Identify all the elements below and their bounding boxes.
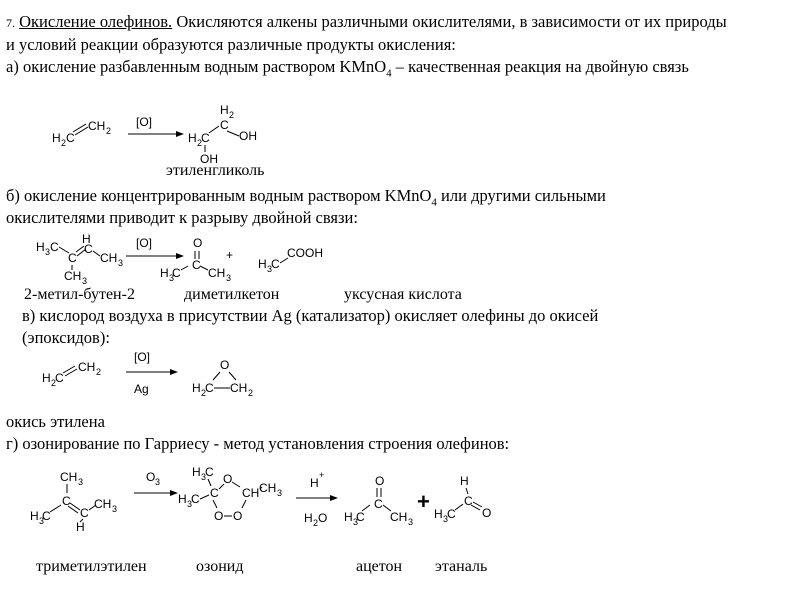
svg-text:C: C — [55, 371, 64, 385]
svg-text:2: 2 — [229, 110, 235, 120]
name-ozonide: озонид — [196, 558, 244, 575]
plus-b: + — [226, 248, 234, 262]
svg-text:2: 2 — [197, 138, 203, 148]
svg-text:OH: OH — [239, 129, 257, 143]
svg-text:H: H — [434, 507, 443, 521]
svg-text:CH: CH — [208, 266, 226, 280]
section-b-text-before: б) окисление концентрированным водным раствором KMnO — [6, 186, 432, 205]
svg-text:3: 3 — [155, 477, 161, 487]
reaction-c — [42, 350, 253, 398]
svg-text:O: O — [233, 509, 243, 523]
svg-text:3: 3 — [169, 273, 175, 283]
svg-text:C: C — [62, 494, 71, 508]
reagent-h2o: H — [304, 511, 313, 525]
svg-text:H: H — [220, 103, 229, 117]
svg-text:H: H — [160, 266, 169, 280]
heading-rest: Окисляются алкены различными окислителями, в зависимости от их природы — [172, 12, 727, 31]
reaction-b — [36, 232, 323, 286]
svg-text:CH: CH — [230, 381, 248, 395]
svg-text:2: 2 — [61, 138, 67, 148]
svg-text:CH: CH — [390, 510, 408, 524]
svg-text:O: O — [193, 236, 203, 250]
svg-text:CH: CH — [100, 251, 118, 265]
svg-text:C: C — [374, 497, 383, 511]
svg-text:3: 3 — [82, 276, 88, 286]
svg-text:H: H — [192, 381, 201, 395]
name-ethylene-glycol: этиленгликоль — [166, 162, 265, 179]
svg-text:CH: CH — [78, 360, 96, 374]
name-2-methylbutene-2: 2-метил-бутен-2 — [24, 286, 135, 303]
svg-text:3: 3 — [201, 472, 207, 482]
svg-text:2: 2 — [313, 518, 319, 528]
section-d-line-1: г) озонирование по Гарриесу - метод установления строения олефинов: — [6, 434, 510, 453]
svg-text:C: C — [84, 242, 93, 256]
reagent-o-c: [O] — [134, 350, 151, 364]
reagent-h-plus: H — [310, 476, 319, 490]
svg-text:CH: CH — [242, 486, 260, 500]
svg-text:3: 3 — [112, 504, 118, 514]
svg-text:H: H — [258, 257, 267, 271]
name-acetic-acid: уксусная кислота — [344, 286, 462, 303]
section-a-text-after: – качественная реакция на двойную связь — [391, 57, 689, 76]
reagent-ag: Ag — [134, 382, 149, 396]
reaction-a — [52, 103, 257, 166]
svg-text:C: C — [205, 381, 214, 395]
svg-text:C: C — [66, 131, 75, 145]
svg-text:C: C — [210, 486, 219, 500]
svg-text:CH: CH — [94, 497, 112, 511]
svg-text:H: H — [460, 474, 469, 488]
heading-number: 7. — [6, 16, 15, 30]
svg-text:CH: CH — [60, 470, 78, 484]
svg-text:3: 3 — [39, 516, 45, 526]
svg-text:C: C — [356, 510, 365, 524]
svg-text:C: C — [68, 251, 77, 265]
name-ethanal: этаналь — [435, 558, 488, 575]
svg-text:O: O — [318, 511, 328, 525]
svg-text:H: H — [42, 371, 51, 385]
name-trimethylethylene: триметилэтилен — [36, 558, 147, 575]
svg-text:C: C — [220, 118, 229, 132]
svg-text:3: 3 — [78, 477, 84, 487]
svg-text:H: H — [344, 510, 353, 524]
section-c-line-1: в) кислород воздуха в присутствии Ag (катализатор) окисляет олефины до окисей — [22, 306, 599, 325]
section-c-line-2: (эпоксидов): — [22, 328, 110, 347]
svg-text:O: O — [482, 506, 492, 520]
svg-text:3: 3 — [353, 517, 359, 527]
svg-text:H: H — [82, 232, 91, 246]
section-b-line-2: окислителями приводит к разрыву двойной связи: — [6, 208, 358, 227]
heading-line-2: и условий реакции образуются различные продукты окисления: — [6, 35, 456, 54]
svg-text:2: 2 — [248, 388, 254, 398]
svg-text:3: 3 — [118, 258, 124, 268]
svg-text:H: H — [188, 131, 197, 145]
svg-text:O: O — [375, 474, 385, 488]
svg-text:CH: CH — [259, 481, 277, 495]
svg-text:CH: CH — [64, 269, 82, 283]
svg-text:3: 3 — [45, 247, 51, 257]
svg-text:O: O — [214, 509, 224, 523]
svg-text:C: C — [201, 131, 210, 145]
name-dimethylketone: диметилкетон — [184, 286, 280, 303]
svg-text:C: C — [50, 240, 59, 254]
svg-text:C: C — [205, 465, 214, 479]
section-a-text-before: а) окисление разбавленным водным раствором KMnO — [6, 57, 387, 76]
svg-text:2: 2 — [96, 367, 102, 377]
svg-text:C: C — [191, 492, 200, 506]
reagent-o-a: [O] — [136, 115, 153, 129]
section-b-text-after: или другими сильными — [436, 186, 606, 205]
section-a-subscript: 4 — [386, 67, 392, 80]
svg-text:C: C — [80, 506, 89, 520]
svg-text:+: + — [319, 470, 325, 480]
svg-text:C: C — [271, 257, 280, 271]
svg-text:H: H — [178, 492, 187, 506]
svg-text:C: C — [464, 494, 473, 508]
svg-text:C: C — [192, 258, 201, 272]
svg-text:COOH: COOH — [287, 246, 323, 260]
svg-text:H: H — [192, 465, 201, 479]
svg-text:3: 3 — [226, 273, 232, 283]
svg-text:2: 2 — [201, 388, 207, 398]
name-ethylene-oxide: окись этилена — [6, 412, 105, 431]
plus-d: + — [417, 489, 430, 514]
svg-text:2: 2 — [106, 126, 112, 136]
svg-text:H: H — [76, 520, 85, 534]
reagent-o3: O — [146, 470, 156, 484]
svg-text:3: 3 — [408, 517, 414, 527]
svg-text:C: C — [447, 507, 456, 521]
svg-text:3: 3 — [267, 264, 273, 274]
reaction-d — [30, 465, 491, 534]
svg-text:2: 2 — [51, 378, 57, 388]
svg-text:OH: OH — [200, 152, 218, 166]
svg-text:C: C — [172, 266, 181, 280]
svg-text:H: H — [30, 509, 39, 523]
svg-text:H: H — [36, 240, 45, 254]
svg-text:H: H — [52, 131, 61, 145]
svg-text:O: O — [223, 472, 233, 486]
svg-text:3: 3 — [187, 499, 193, 509]
svg-text:3: 3 — [277, 488, 283, 498]
svg-text:O: O — [220, 358, 230, 372]
svg-text:CH: CH — [88, 119, 106, 133]
name-acetone: ацетон — [356, 558, 403, 575]
heading-title: Окисление олефинов. — [19, 12, 173, 31]
svg-text:3: 3 — [443, 514, 449, 524]
reagent-o-b: [O] — [136, 236, 153, 250]
svg-text:C: C — [42, 509, 51, 523]
section-b-subscript: 4 — [431, 196, 437, 209]
